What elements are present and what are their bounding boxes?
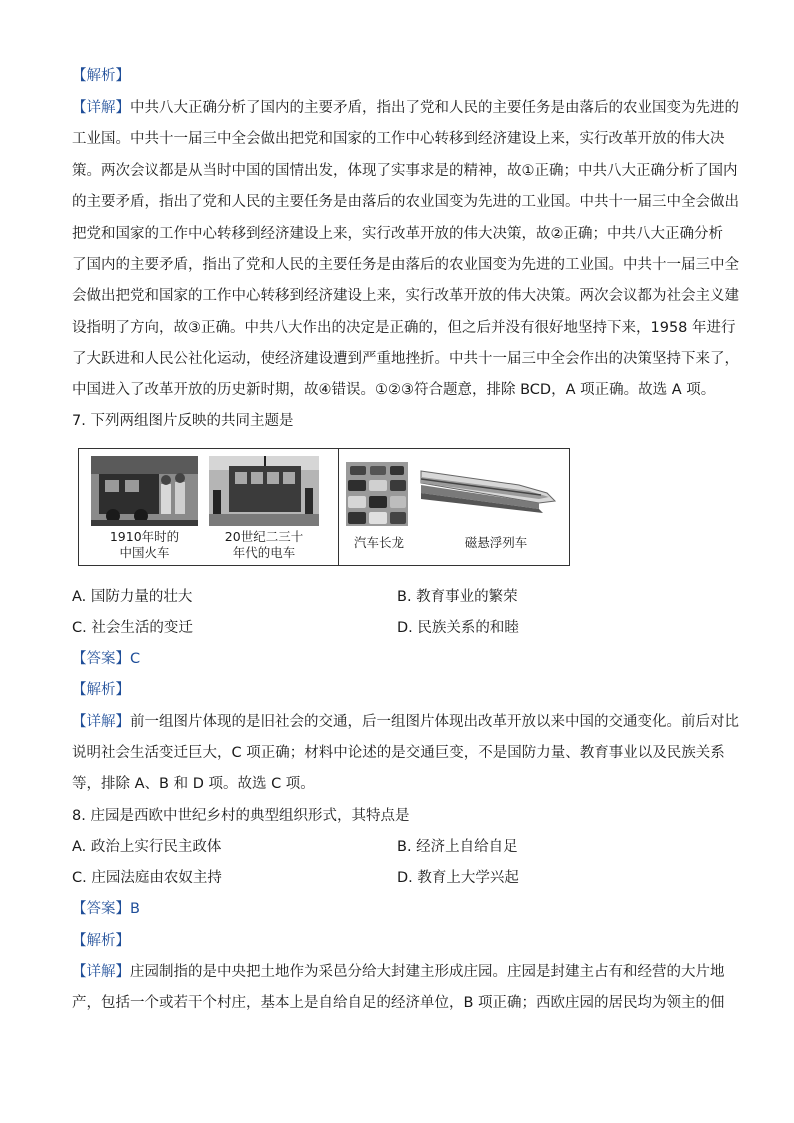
figure-divider bbox=[338, 449, 339, 565]
q8-option-b: B. 经济上自给自足 bbox=[397, 839, 518, 855]
q8-option-a: A. 政治上实行民主政体 bbox=[72, 839, 222, 855]
q7-detail-line: 【详解】前一组图片体现的是旧社会的交通，后一组图片体现出改革开放以来中国的交通变化。前后对比 bbox=[72, 714, 739, 730]
q8-detail-line: 产，包括一个或若干个村庄，基本上是自给自足的经济单位，B 项正确；西欧庄园的居民均为领主的佃 bbox=[72, 995, 725, 1011]
q7-detail-line: 等，排除 A、B 和 D 项。故选 C 项。 bbox=[72, 776, 315, 792]
q7-detail-line: 说明社会生活变迁巨大，C 项正确；材料中论述的是交通巨变，不是国防力量、教育事业以及民族关系 bbox=[72, 745, 725, 761]
detail-line: 工业国。中共十一届三中全会做出把党和国家的工作中心转移到经济建设上来，实行改革开放的伟大决 bbox=[72, 131, 725, 147]
q7-option-a: A. 国防力量的壮大 bbox=[72, 589, 193, 605]
q7-option-b: B. 教育事业的繁荣 bbox=[397, 589, 518, 605]
caption-maglev: 磁悬浮列车 bbox=[464, 535, 528, 550]
q8-answer: 【答案】B bbox=[72, 901, 140, 917]
caption-car-queue: 汽车长龙 bbox=[353, 535, 404, 550]
detail-line: 把党和国家的工作中心转移到经济建设上来，实行改革开放的伟大决策，故②正确；中共八大正确分析 bbox=[72, 226, 723, 242]
detail-line: 【详解】中共八大正确分析了国内的主要矛盾，指出了党和人民的主要任务是由落后的农业国变为先进的 bbox=[72, 100, 739, 116]
detail-line: 了大跃进和人民公社化运动，使经济建设遭到严重地挫折。中共十一届三中全会作出的决策坚持下来了， bbox=[72, 351, 739, 367]
caption-tram-1920s: 20世纪二三十 年代的电车 bbox=[224, 529, 304, 560]
detail-line: 了国内的主要矛盾，指出了党和人民的主要任务是由落后的农业国变为先进的工业国。中共十一届三中全 bbox=[72, 257, 739, 273]
q8-option-c: C. 庄园法庭由农奴主持 bbox=[72, 870, 222, 886]
question-8-stem: 8. 庄园是西欧中世纪乡村的典型组织形式，其特点是 bbox=[72, 808, 410, 824]
question-7-stem: 7. 下列两组图片反映的共同主题是 bbox=[72, 413, 294, 429]
maglev-photo bbox=[419, 457, 561, 517]
caption-train-1910: 1910年时的 中国火车 bbox=[109, 529, 180, 560]
detail-line: 设指明了方向，故③正确。中共八大作出的决定是正确的，但之后并没有很好地坚持下来，1958 年进行 bbox=[72, 320, 736, 336]
q8-option-d: D. 教育上大学兴起 bbox=[397, 870, 519, 886]
q7-option-d: D. 民族关系的和睦 bbox=[397, 620, 519, 636]
tram-1920s-photo bbox=[209, 456, 319, 526]
detail-line: 会做出把党和国家的工作中心转移到经济建设上来，实行改革开放的伟大决策。两次会议都为社会主义建 bbox=[72, 288, 739, 304]
q7-analysis-label: 【解析】 bbox=[72, 682, 130, 698]
q7-option-c: C. 社会生活的变迁 bbox=[72, 620, 193, 636]
train-1910-photo bbox=[91, 456, 198, 526]
question-7-figure bbox=[78, 448, 570, 566]
q8-detail-line: 【详解】庄园制指的是中央把土地作为采邑分给大封建主形成庄园。庄园是封建主占有和经营的大片地 bbox=[72, 964, 725, 980]
detail-line: 中国进入了改革开放的历史新时期，故④错误。①②③符合题意，排除 BCD，A 项正确。故选 A 项。 bbox=[72, 382, 716, 398]
detail-line: 的主要矛盾，指出了党和人民的主要任务是由落后的农业国变为先进的工业国。中共十一届三中全会做出 bbox=[72, 194, 739, 210]
q8-analysis-label: 【解析】 bbox=[72, 933, 130, 949]
detail-line: 策。两次会议都是从当时中国的国情出发，体现了实事求是的精神，故①正确；中共八大正确分析了国内 bbox=[72, 163, 738, 179]
car-queue-photo bbox=[346, 462, 408, 526]
analysis-label: 【解析】 bbox=[72, 68, 130, 84]
q7-answer: 【答案】C bbox=[72, 651, 141, 667]
